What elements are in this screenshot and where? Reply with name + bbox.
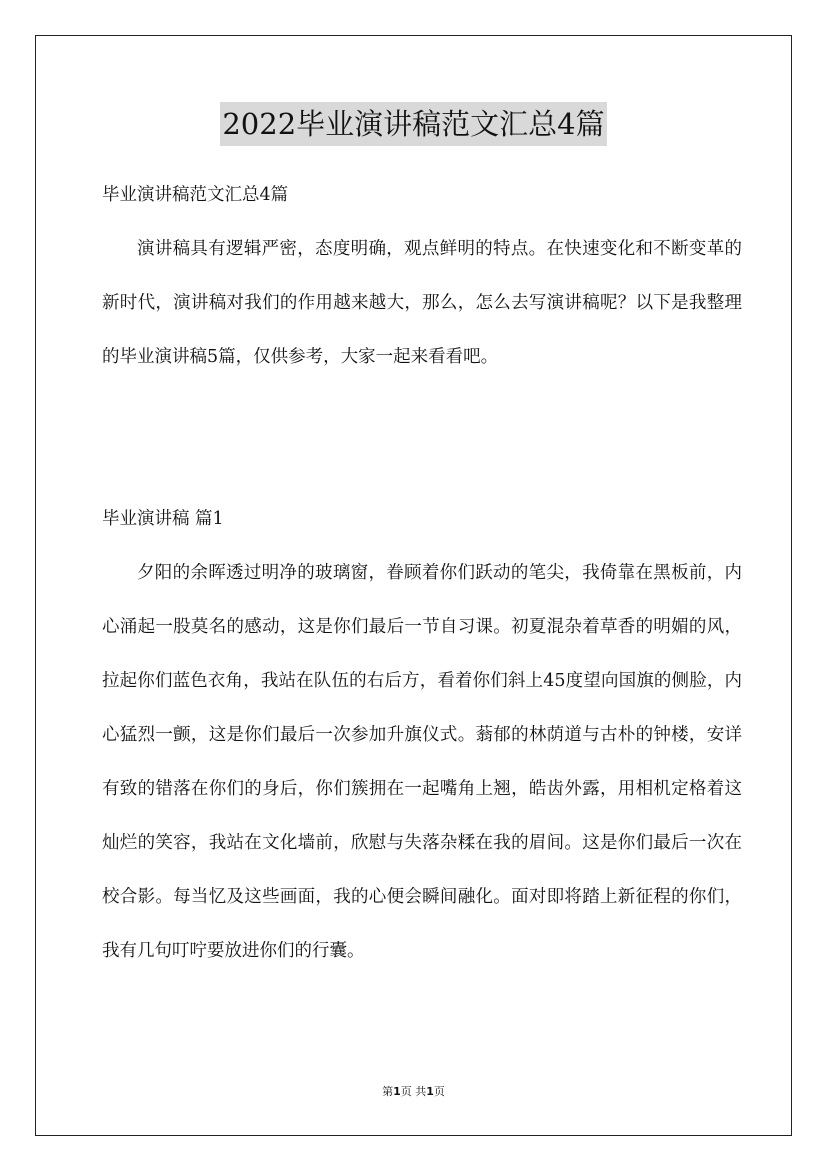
- document-subtitle: 毕业演讲稿范文汇总4篇: [102, 185, 289, 205]
- section-heading-1: 毕业演讲稿 篇1: [102, 509, 224, 529]
- section-1-paragraph: 夕阳的余晖透过明净的玻璃窗，眷顾着你们跃动的笔尖，我倚靠在黑板前，内心涌起一股莫名的感动，这是你们最后一节自习课。初夏混杂着草香的明媚的风，拉起你们蓝色衣角，我站在队伍的右后方，看着你们斜上45度望向国旗的侧脸，内心猛烈一颤，这是你们最后一次参加升旗仪式。蓊郁的林荫道与古朴的钟楼，安详有致的错落在你们的身后，你们簇拥在一起嘴角上翘，皓齿外露，用相机定格着这灿烂的笑容，我站在文化墙前，欣慰与失落杂糅在我的眉间。这是你们最后一次在校合影。每当忆及这些画面，我的心便会瞬间融化。面对即将踏上新征程的你们，我有几句叮咛要放进你们的行囊。: [102, 563, 742, 961]
- document-title-text: 2022毕业演讲稿范文汇总4篇: [220, 102, 606, 146]
- total-page-number: 1: [426, 1085, 434, 1098]
- page-footer: [0, 1084, 827, 1100]
- page-suffix: 页: [433, 1085, 445, 1098]
- document-title: [0, 100, 827, 146]
- page-mid: 页 共: [400, 1085, 427, 1098]
- page-prefix: 第: [382, 1085, 394, 1098]
- current-page-number: 1: [393, 1085, 401, 1098]
- intro-paragraph: 演讲稿具有逻辑严密，态度明确，观点鲜明的特点。在快速变化和不断变革的新时代，演讲稿对我们的作用越来越大，那么，怎么去写演讲稿呢？以下是我整理的毕业演讲稿5篇，仅供参考，大家一起来看看吧。: [102, 239, 742, 367]
